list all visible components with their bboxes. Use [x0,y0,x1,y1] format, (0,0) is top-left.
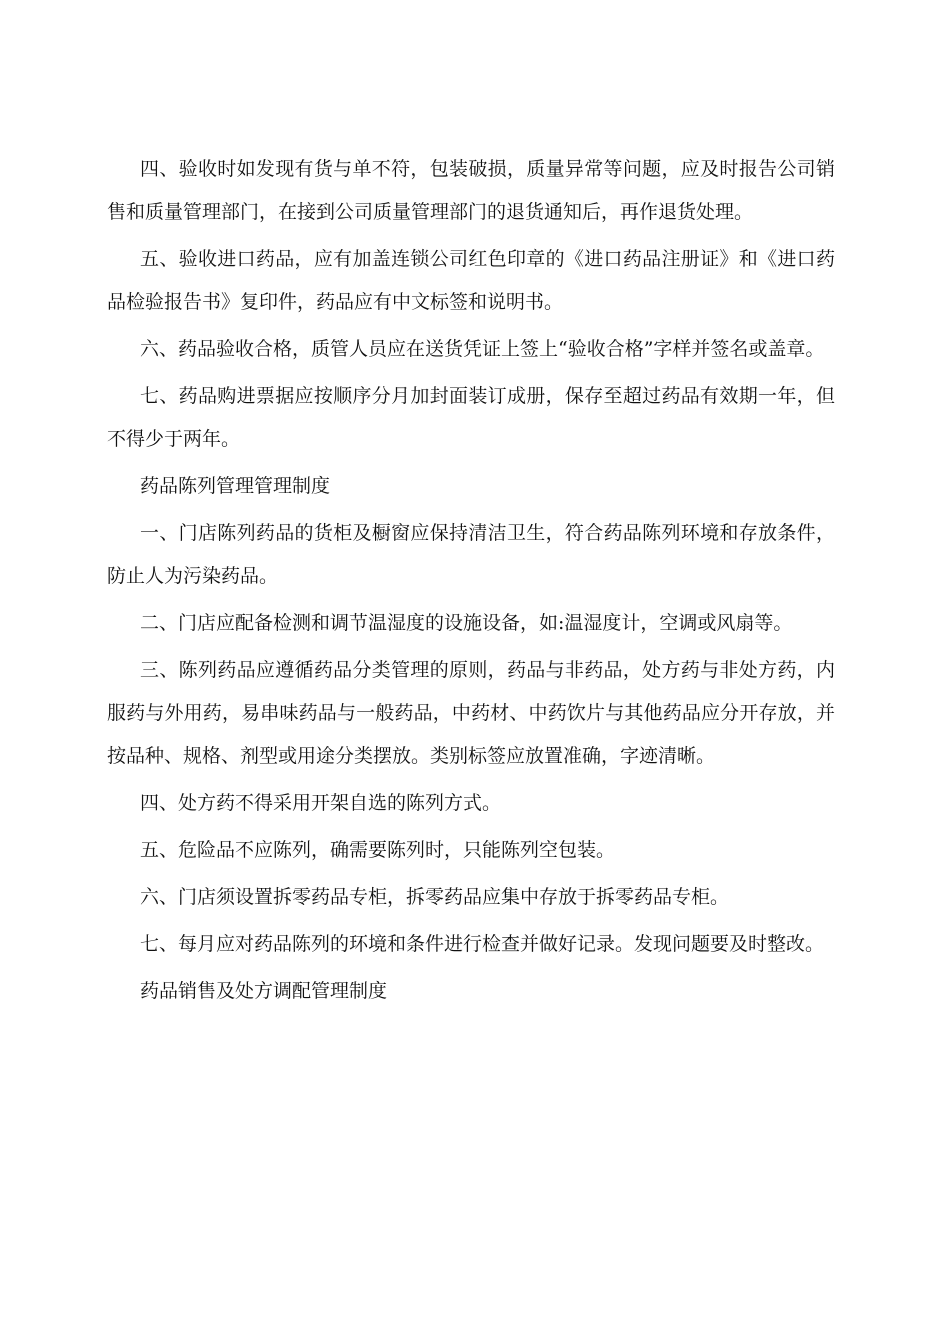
paragraph-classification: 三、陈列药品应遵循药品分类管理的原则，药品与非药品，处方药与非处方药，内服药与外用药，易串味药品与一般药品，中药材、中药饮片与其他药品应分开存放，并按品种、规格、剂型或用途分类摆放。类别标签应放置准确，字迹清晰。 [107,659,835,767]
paragraph-split-cabinet: 六、门店须设置拆零药品专柜，拆零药品应集中存放于拆零药品专柜。 [140,886,730,908]
paragraph-dangerous-goods: 五、危险品不应陈列，确需要陈列时，只能陈列空包装。 [140,839,616,861]
document-body [107,148,835,1017]
section-heading-display: 药品陈列管理管理制度 [140,475,331,497]
paragraph-display-cleanliness: 一、门店陈列药品的货柜及橱窗应保持清洁卫生，符合药品陈列环境和存放条件，防止人为污染药品。 [107,522,835,587]
paragraph-imported-drugs: 五、验收进口药品，应有加盖连锁公司红色印章的《进口药品注册证》和《进口药品检验报告书》复印件，药品应有中文标签和说明书。 [107,248,835,313]
section-heading-sales: 药品销售及处方调配管理制度 [140,980,388,1002]
paragraph-monthly-check: 七、每月应对药品陈列的环境和条件进行检查并做好记录。发现问题要及时整改。 [140,933,825,955]
paragraph-receiving-discrepancy: 四、验收时如发现有货与单不符，包装破损，质量异常等问题，应及时报告公司销售和质量管理部门，在接到公司质量管理部门的退货通知后，再作退货处理。 [107,158,835,223]
paragraph-acceptance-sign: 六、药品验收合格，质管人员应在送货凭证上签上“验收合格”字样并签名或盖章。 [140,338,825,360]
paragraph-prescription-display: 四、处方药不得采用开架自选的陈列方式。 [140,792,502,814]
paragraph-temperature-humidity: 二、门店应配备检测和调节温湿度的设施设备，如:温湿度计，空调或风扇等。 [140,612,793,634]
paragraph-purchase-invoices: 七、药品购进票据应按顺序分月加封面装订成册，保存至超过药品有效期一年，但不得少于两年。 [107,385,835,450]
